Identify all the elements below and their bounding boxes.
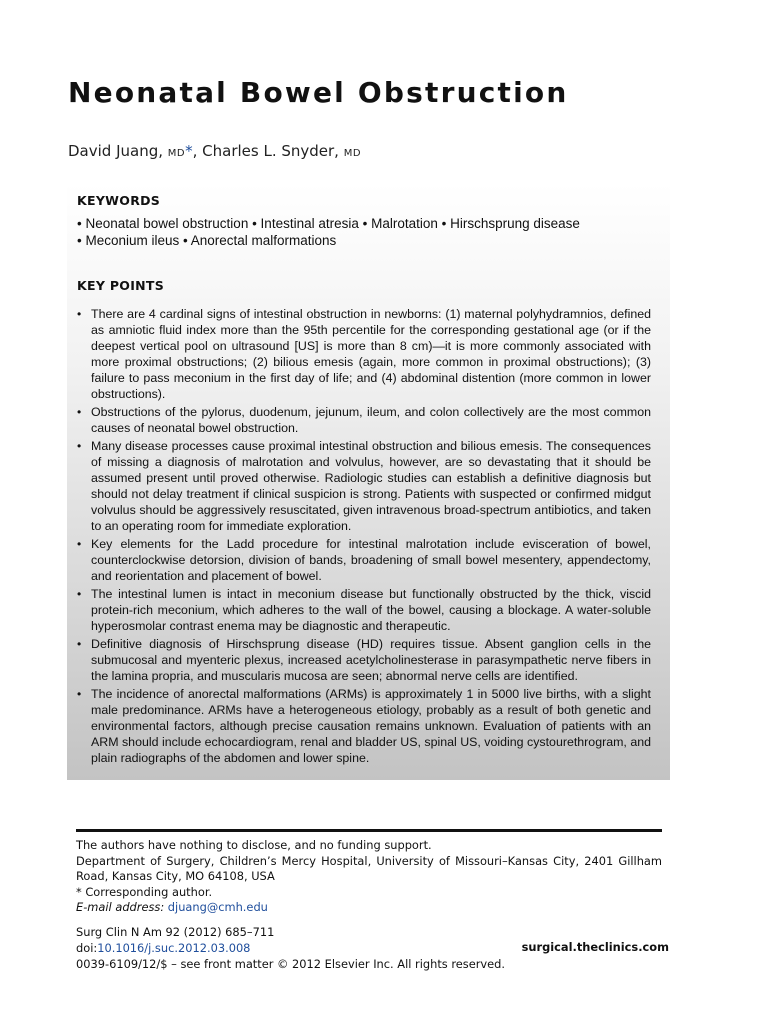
bullet-icon: • [77, 439, 82, 453]
bullet-icon: • [77, 587, 82, 601]
key-point [77, 306, 651, 402]
key-points-list [77, 306, 651, 768]
keywords-heading: KEYWORDS [77, 193, 161, 208]
journal-website[interactable]: surgical.theclinics.com [521, 940, 669, 954]
keywords-line: • Neonatal bowel obstruction • Intestinal atresia • Malrotation • Hirschsprung disease [77, 216, 580, 231]
author-degree: MD [167, 148, 186, 159]
footnote-divider [76, 829, 662, 832]
key-point-text: Key elements for the Ladd procedure for intestinal malrotation include evisceration of bowel, counterclockwise detorsion, division of bands, broadening of small bowel mesentery, appendectomy, and reorientation and placement of bowel. [91, 537, 651, 583]
key-point-text: The incidence of anorectal malformations (ARMs) is approximately 1 in 5000 live births, with a slight male predominance. ARMs have a heterogeneous etiology, probably as a result of both genetic and environmental factors, although precise causation remains unknown. Evaluation of patients with an ARM should include echocardiogram, renal and bladder US, spinal US, voiding cystourethrogram, and plain radiographs of the abdomen and lower spine. [91, 687, 651, 765]
journal-citation: Surg Clin N Am 92 (2012) 685–711 [76, 925, 275, 939]
key-point [77, 404, 651, 436]
bullet-icon: • [77, 687, 82, 701]
email-link[interactable]: djuang@cmh.edu [167, 900, 268, 915]
key-point-text: Many disease processes cause proximal intestinal obstruction and bilious emesis. The consequences of missing a diagnosis of malrotation and volvulus, however, are so devastating that it should be assumed present until proved otherwise. Radiologic studies can establish a definitive diagnosis but should not delay treatment if clinical suspicion is strong. Patients with suspected or confirmed midgut volvulus should be aggressively resuscitated, given intravenous broad-spectrum antibiotics, and taken to an operating room for immediate exploration. [91, 439, 651, 533]
email-note [76, 900, 662, 916]
key-point [77, 686, 651, 766]
affiliation-note: Department of Surgery, Children’s Mercy Hospital, University of Missouri–Kansas City, 2401 Gillham Road, Kansas City, MO 64108, USA [76, 853, 662, 884]
disclosure-note: The authors have nothing to disclose, and no funding support. [76, 838, 432, 852]
key-point-text: Definitive diagnosis of Hirschsprung disease (HD) requires tissue. Absent ganglion cells in the submucosal and myenteric plexus, increased acetylcholinesterase in parasympathetic nerve fibers in the lamina propria, and muscularis mucosa are seen; abnormal nerve cells are identified. [91, 637, 651, 683]
corresponding-author-note: * Corresponding author. [76, 884, 213, 899]
footnotes [76, 838, 662, 916]
key-point-text: There are 4 cardinal signs of intestinal obstruction in newborns: (1) maternal polyhydramnios, defined as amniotic fluid index more than the 95th percentile for the corresponding gestational age (or if the deepest vertical pool on ultrasound [US] is more than 8 cm)—it is more commonly associated with more proximal obstructions; (2) bilious emesis (again, more common in proximal obstructions); (3) failure to pass meconium in the first day of life; and (4) abdominal distention (more common in lower obstructions). [91, 307, 651, 401]
key-point [77, 636, 651, 684]
corresponding-author-marker[interactable]: * [185, 142, 193, 160]
bullet-icon: • [77, 637, 82, 651]
key-point-text: The intestinal lumen is intact in meconium disease but functionally obstructed by the thick, viscid protein-rich meconium, which adheres to the wall of the bowel, causing a blockage. A water-soluble hyperosmolar contrast enema may be diagnostic and therapeutic. [91, 587, 651, 633]
key-points-heading: KEY POINTS [77, 278, 165, 293]
email-label: E-mail address: [76, 900, 165, 915]
article-title: Neonatal Bowel Obstruction [68, 76, 569, 109]
bullet-icon: • [77, 537, 82, 551]
doi-label: doi: [76, 941, 98, 955]
author-line [68, 142, 361, 160]
bullet-icon: • [77, 307, 82, 321]
bullet-icon: • [77, 405, 82, 419]
keywords-line: • Meconium ileus • Anorectal malformations [77, 233, 337, 248]
key-point [77, 586, 651, 634]
author-name: , Charles L. Snyder, [192, 142, 339, 160]
doi-link[interactable]: 10.1016/j.suc.2012.03.008 [97, 941, 251, 955]
key-point [77, 536, 651, 584]
key-point-text: Obstructions of the pylorus, duodenum, jejunum, ileum, and colon collectively are the most common causes of neonatal bowel obstruction. [91, 405, 651, 435]
author-degree: MD [343, 148, 362, 159]
key-point [77, 438, 651, 534]
author-name: David Juang, [68, 142, 163, 160]
copyright-line: 0039-6109/12/$ – see front matter © 2012 Elsevier Inc. All rights reserved. [76, 957, 506, 971]
